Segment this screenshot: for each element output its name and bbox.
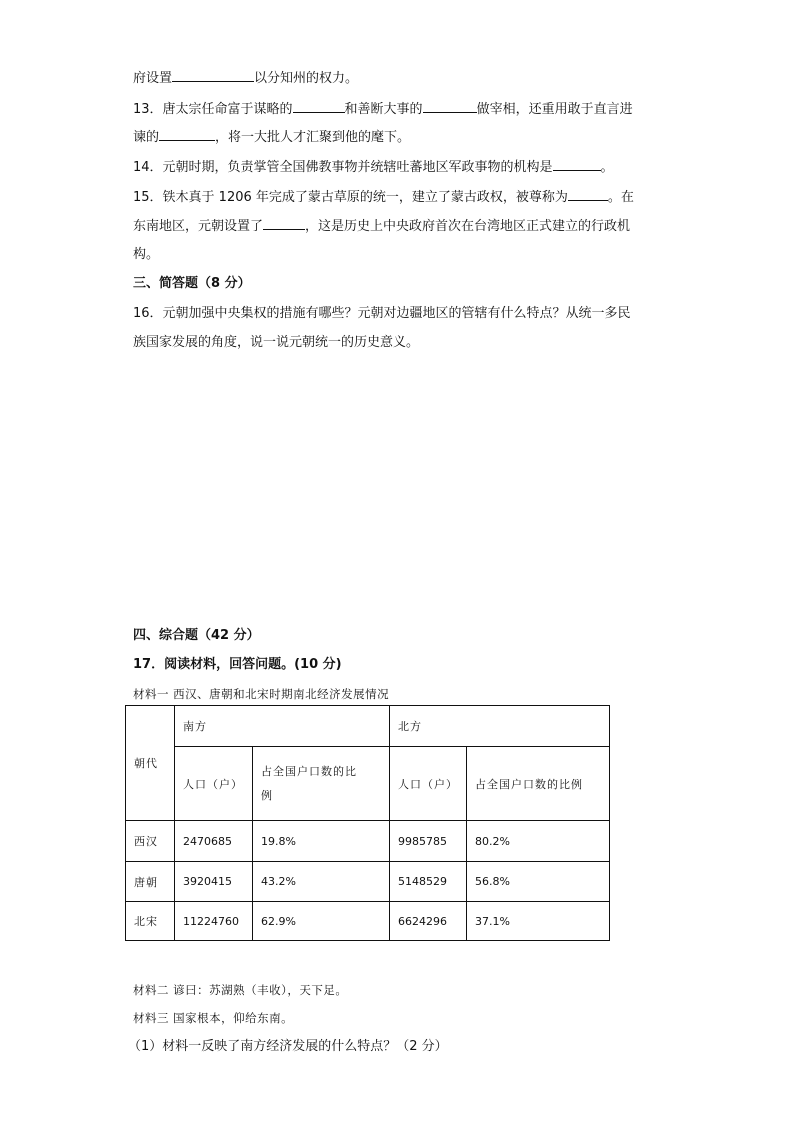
question-16-cont: 族国家发展的角度，说一说元朝统一的历史意义。	[133, 335, 420, 350]
question-14	[133, 158, 614, 177]
text-segment: 14．元朝时期，负责掌管全国佛教事物并统辖吐蕃地区军政事物的机构是	[133, 160, 553, 175]
cell-north-ratio: 56.8%	[467, 862, 610, 902]
text-segment: 和善断大事的	[344, 102, 423, 117]
text-segment: 15．铁木真于 1206 年完成了蒙古草原的统一，建立了蒙古政权，被尊称为	[133, 190, 568, 205]
question-13-cont	[133, 128, 410, 147]
text-segment: 做宰相，还重用敢于直言进	[476, 102, 633, 117]
cell-dynasty: 西汉	[126, 821, 175, 862]
text-segment: 府设置	[133, 71, 173, 86]
header-south: 南方	[175, 706, 390, 747]
cell-north-ratio: 37.1%	[467, 902, 610, 941]
table-row	[126, 821, 610, 862]
text-segment: 。在	[607, 190, 634, 205]
header-south-pop: 人口（户）	[175, 747, 253, 821]
cell-south-ratio: 62.9%	[253, 902, 390, 941]
answer-blank[interactable]	[263, 217, 305, 230]
cell-south-pop: 2470685	[175, 821, 253, 862]
text-segment: 。	[600, 160, 614, 175]
question-16: 16．元朝加强中央集权的措施有哪些？元朝对边疆地区的管辖有什么特点？从统一多民	[133, 306, 631, 321]
population-table	[125, 705, 610, 941]
header-north: 北方	[390, 706, 610, 747]
answer-blank[interactable]	[159, 128, 215, 141]
cell-dynasty: 唐朝	[126, 862, 175, 902]
text-line	[133, 69, 358, 88]
answer-blank[interactable]	[553, 158, 601, 171]
header-text: 占全国户口数的比	[261, 764, 357, 778]
header-north-pop: 人口（户）	[390, 747, 467, 821]
cell-south-pop: 3920415	[175, 862, 253, 902]
table-row	[126, 862, 610, 902]
text-segment: 谏的	[133, 130, 160, 145]
header-text: 例	[261, 788, 273, 802]
text-segment: 东南地区，元朝设置了	[133, 219, 264, 234]
cell-north-pop: 6624296	[390, 902, 467, 941]
question-13	[133, 100, 633, 119]
cell-south-pop: 11224760	[175, 902, 253, 941]
cell-south-ratio: 43.2%	[253, 862, 390, 902]
question-15	[133, 188, 634, 207]
text-segment: 13．唐太宗任命富于谋略的	[133, 102, 293, 117]
sub-question-1: （1）材料一反映了南方经济发展的什么特点？（2 分）	[128, 1039, 448, 1054]
question-15-cont	[133, 217, 630, 236]
section-4-heading: 四、综合题（42 分）	[133, 628, 260, 643]
cell-south-ratio: 19.8%	[253, 821, 390, 862]
material-2: 材料二 谚曰：苏湖熟（丰收），天下足。	[133, 983, 348, 997]
cell-dynasty: 北宋	[126, 902, 175, 941]
text-segment: ，这是历史上中央政府首次在台湾地区正式建立的行政机	[305, 219, 631, 234]
answer-blank[interactable]	[423, 100, 477, 113]
header-south-ratio	[253, 747, 390, 821]
header-dynasty: 朝代	[126, 706, 175, 821]
text-segment: ，将一大批人才汇聚到他的麾下。	[215, 130, 411, 145]
text-segment: 以分知州的权力。	[254, 71, 359, 86]
cell-north-ratio: 80.2%	[467, 821, 610, 862]
answer-blank[interactable]	[568, 188, 608, 201]
answer-blank[interactable]	[172, 69, 254, 82]
cell-north-pop: 9985785	[390, 821, 467, 862]
question-15-end: 构。	[133, 247, 160, 262]
question-17: 17．阅读材料，回答问题。(10 分)	[133, 657, 342, 672]
material-3: 材料三 国家根本，仰给东南。	[133, 1011, 294, 1025]
table-row	[126, 902, 610, 941]
material-1-caption: 材料一 西汉、唐朝和北宋时期南北经济发展情况	[133, 687, 390, 701]
answer-blank[interactable]	[293, 100, 345, 113]
cell-north-pop: 5148529	[390, 862, 467, 902]
header-north-ratio: 占全国户口数的比例	[467, 747, 610, 821]
section-3-heading: 三、简答题（8 分）	[133, 276, 251, 291]
